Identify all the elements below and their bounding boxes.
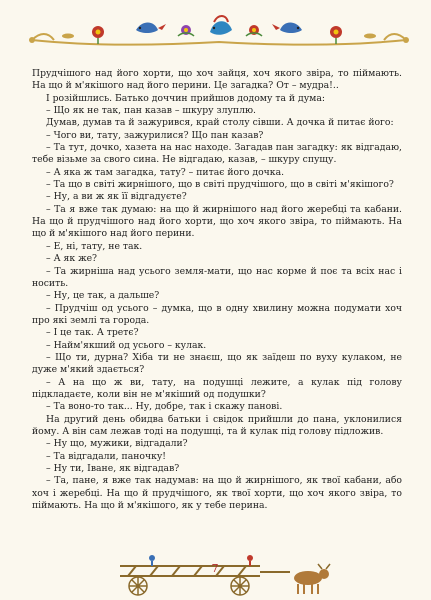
flower-icon	[246, 25, 262, 36]
person-icon	[247, 555, 253, 566]
wheel-icon	[231, 577, 249, 595]
paragraph: – Та відгадали, паночку!	[46, 450, 167, 462]
paragraph: – Та я вже так думаю: на що й жирнішого над його жеребці та кабани. На що й прудчішого над його хорти, що хоч якого звіра, то піймають. На що й м'якішого над його перини.	[32, 203, 402, 240]
paragraph: – Та жирніша над усього земля-мати, що нас корме й поє та всіх нас і носить.	[32, 265, 402, 289]
flower-icon	[92, 26, 104, 44]
paragraph: – Ну, а ви ж як її відгадуєте?	[46, 191, 187, 203]
paragraph: – А яка ж там загадка, тату? – питає його дочка.	[46, 166, 285, 178]
paragraph: – Ну ти, Іване, як відгадав?	[46, 463, 180, 474]
paragraph: Думав, думав та й зажурився, край столу сівши. А дочка й питає його:	[46, 117, 394, 129]
paragraph: – Чого ви, тату, зажурилися? Що пан казав?	[46, 129, 264, 141]
person-icon	[149, 555, 155, 566]
ox-icon	[294, 564, 330, 594]
paragraph: – А як же?	[46, 253, 98, 265]
paragraph: – Прудчіш од усього – думка, що в одну хвилину можна подумати хоч про які землі та города.	[32, 302, 402, 326]
floral-band-icon	[28, 6, 410, 58]
paragraph: – Та що в світі жирнішого, що в світі прудчішого, що в світі м'якішого?	[46, 179, 394, 191]
paragraph: І розійшлись. Батько доччин прийшов додому та й дума:	[46, 92, 325, 104]
paragraph: Прудчішого над його хорти, що хоч зайця, хоч якого звіра, то піймають. На що й м'якішого над його перини. Це загадка? От – мудра!..	[32, 68, 402, 92]
paragraph: – Що як не так, пан казав – шкуру злуплю.	[46, 105, 256, 117]
bird-icon	[272, 23, 302, 34]
page-number: 7	[211, 562, 219, 575]
story-text	[32, 68, 402, 512]
bird-icon	[136, 23, 166, 34]
paragraph: – Що ти, дурна? Хіба ти не знаєш, що як заїдеш по вуху кулаком, не дуже м'який здається?	[32, 351, 402, 376]
paragraph: – І це так. А третє?	[46, 327, 139, 339]
paragraph: – Та, пане, я вже так надумав: на що й жирнішого, як твої кабани, або хоч і жеребці. На що й прудчішого, як твої хорти, що хоч якого звіра, то піймають. На що й м'якішого, як у тебе перина.	[32, 475, 402, 512]
flower-icon	[178, 25, 194, 36]
paragraph: – Ну, це так, а дальше?	[46, 290, 160, 302]
paragraph: – А на що ж ви, тату, на подушці лежите, а кулак під голову підкладаєте, коли він не м'якіший од подушки?	[32, 376, 402, 400]
flower-icon	[330, 26, 342, 44]
paragraph: – Та тут, дочко, хазета на нас находе. Загадав пан загадку: як відгадаю, тебе візьме за свого сина. Не відгадаю, казав, – шкуру спущу.	[32, 142, 402, 166]
paragraph: – Е, ні, тату, не так.	[46, 240, 143, 252]
paragraph: – Ну що, мужики, відгадали?	[46, 438, 188, 450]
ox-cart-icon	[110, 554, 335, 598]
paragraph: На другий день обидва батьки і свідок прийшли до пана, уклонилися йому. А він сам лежав тоді на подушці, та й кулак під голову підложив.	[32, 413, 402, 437]
wheel-icon	[129, 577, 147, 595]
paragraph: – Найм'якший од усього – кулак.	[46, 339, 207, 351]
paragraph: – Та воно-то так... Ну, добре, так і скажу панові.	[46, 401, 283, 413]
bird-icon	[210, 16, 232, 35]
